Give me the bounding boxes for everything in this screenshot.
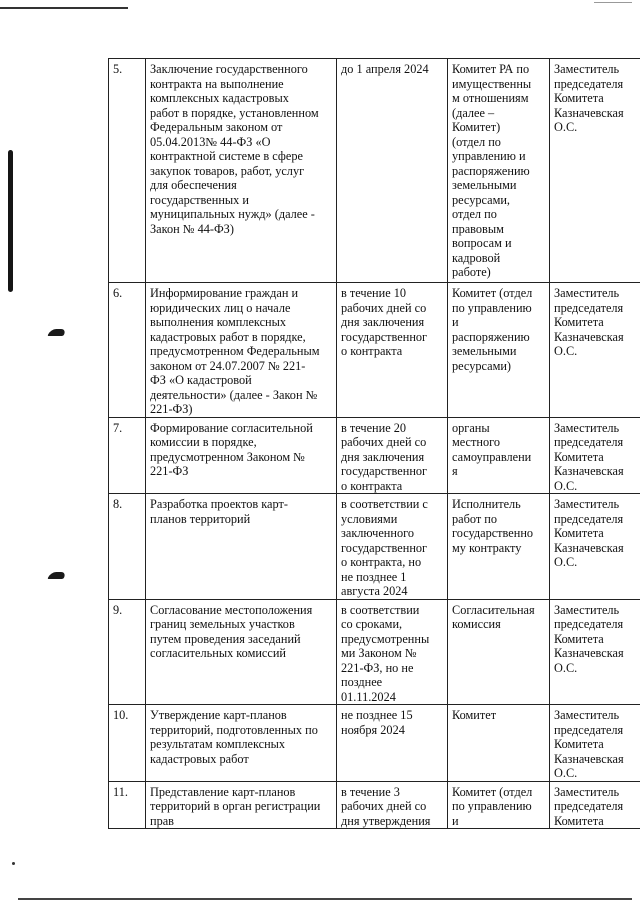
control-cell: Заместитель председателя Комитета Казначевская О.С.	[550, 59, 640, 283]
task-cell: Согласование местоположения границ земельных участков путем проведения заседаний согласительных комиссий	[146, 599, 337, 705]
punch-hole-mark	[49, 327, 65, 336]
control-cell: Заместитель председателя Комитета Казначевская О.С.	[550, 705, 640, 782]
task-cell: Разработка проектов карт- планов территорий	[146, 494, 337, 600]
table-row	[109, 705, 640, 782]
control-cell: Заместитель председателя Комитета Казначевская О.С.	[550, 283, 640, 418]
row-number: 10.	[109, 705, 146, 782]
term-cell: в течение 3 рабочих дней со дня утверждения	[337, 781, 448, 829]
row-number: 11.	[109, 781, 146, 829]
term-cell: в течение 20 рабочих дней со дня заключения государственног о контракта	[337, 417, 448, 494]
scan-edge-line	[0, 7, 128, 9]
responsible-cell: Согласительная комиссия	[448, 599, 550, 705]
table-row	[109, 599, 640, 705]
responsible-cell: Комитет (отдел по управлению и	[448, 781, 550, 829]
row-number: 7.	[109, 417, 146, 494]
table-row	[109, 59, 640, 283]
control-cell: Заместитель председателя Комитета Казначевская О.С.	[550, 599, 640, 705]
term-cell: не позднее 15 ноября 2024	[337, 705, 448, 782]
term-cell: до 1 апреля 2024	[337, 59, 448, 283]
table-row	[109, 283, 640, 418]
responsible-cell: Комитет	[448, 705, 550, 782]
scan-dot	[12, 862, 15, 865]
row-number: 9.	[109, 599, 146, 705]
task-cell: Информирование граждан и юридических лиц о начале выполнения комплексных кадастровых работ в порядке, предусмотренном Федеральным законом от 24.07.2007 № 221- ФЗ «О кадастровой деятельности» (далее - Закон № 221-ФЗ)	[146, 283, 337, 418]
task-cell: Формирование согласительной комиссии в порядке, предусмотренном Законом № 221-ФЗ	[146, 417, 337, 494]
table-row	[109, 417, 640, 494]
responsible-cell: Исполнитель работ по государственно му контракту	[448, 494, 550, 600]
task-cell: Утверждение карт-планов территорий, подготовленных по результатам комплексных кадастровых работ	[146, 705, 337, 782]
term-cell: в соответствии с условиями заключенного государственног о контракта, но не позднее 1 августа 2024	[337, 494, 448, 600]
control-cell: Заместитель председателя Комитета Казначевская О.С.	[550, 417, 640, 494]
task-cell: Представление карт-планов территорий в орган регистрации прав	[146, 781, 337, 829]
term-cell: в соответствии со сроками, предусмотренны ми Законом № 221-ФЗ, но не позднее 01.11.2024	[337, 599, 448, 705]
binder-mark	[8, 150, 13, 292]
term-cell: в течение 10 рабочих дней со дня заключения государственног о контракта	[337, 283, 448, 418]
row-number: 6.	[109, 283, 146, 418]
task-cell: Заключение государственного контракта на выполнение комплексных кадастровых работ в порядке, установленном Федеральным законом от 05.04.2013№ 44-ФЗ «О контрактной системе в сфере закупок товаров, работ, услуг для обеспечения государственных и муниципальных нужд» (далее - Закон № 44-ФЗ)	[146, 59, 337, 283]
row-number: 8.	[109, 494, 146, 600]
control-cell: Заместитель председателя Комитета Казначевская О.С.	[550, 494, 640, 600]
scan-edge-line	[18, 898, 632, 900]
table-row	[109, 781, 640, 829]
table-row	[109, 494, 640, 600]
responsible-cell: Комитет РА по имущественны м отношениям (далее – Комитет) (отдел по управлению и распоряжению земельными ресурсами, отдел по правовым вопросам и кадровой работе)	[448, 59, 550, 283]
punch-hole-mark	[49, 570, 65, 579]
control-cell: Заместитель председателя Комитета	[550, 781, 640, 829]
responsible-cell: органы местного самоуправлени я	[448, 417, 550, 494]
row-number: 5.	[109, 59, 146, 283]
scan-edge-mark	[594, 2, 632, 3]
schedule-table	[108, 58, 640, 829]
responsible-cell: Комитет (отдел по управлению и распоряжению земельными ресурсами)	[448, 283, 550, 418]
